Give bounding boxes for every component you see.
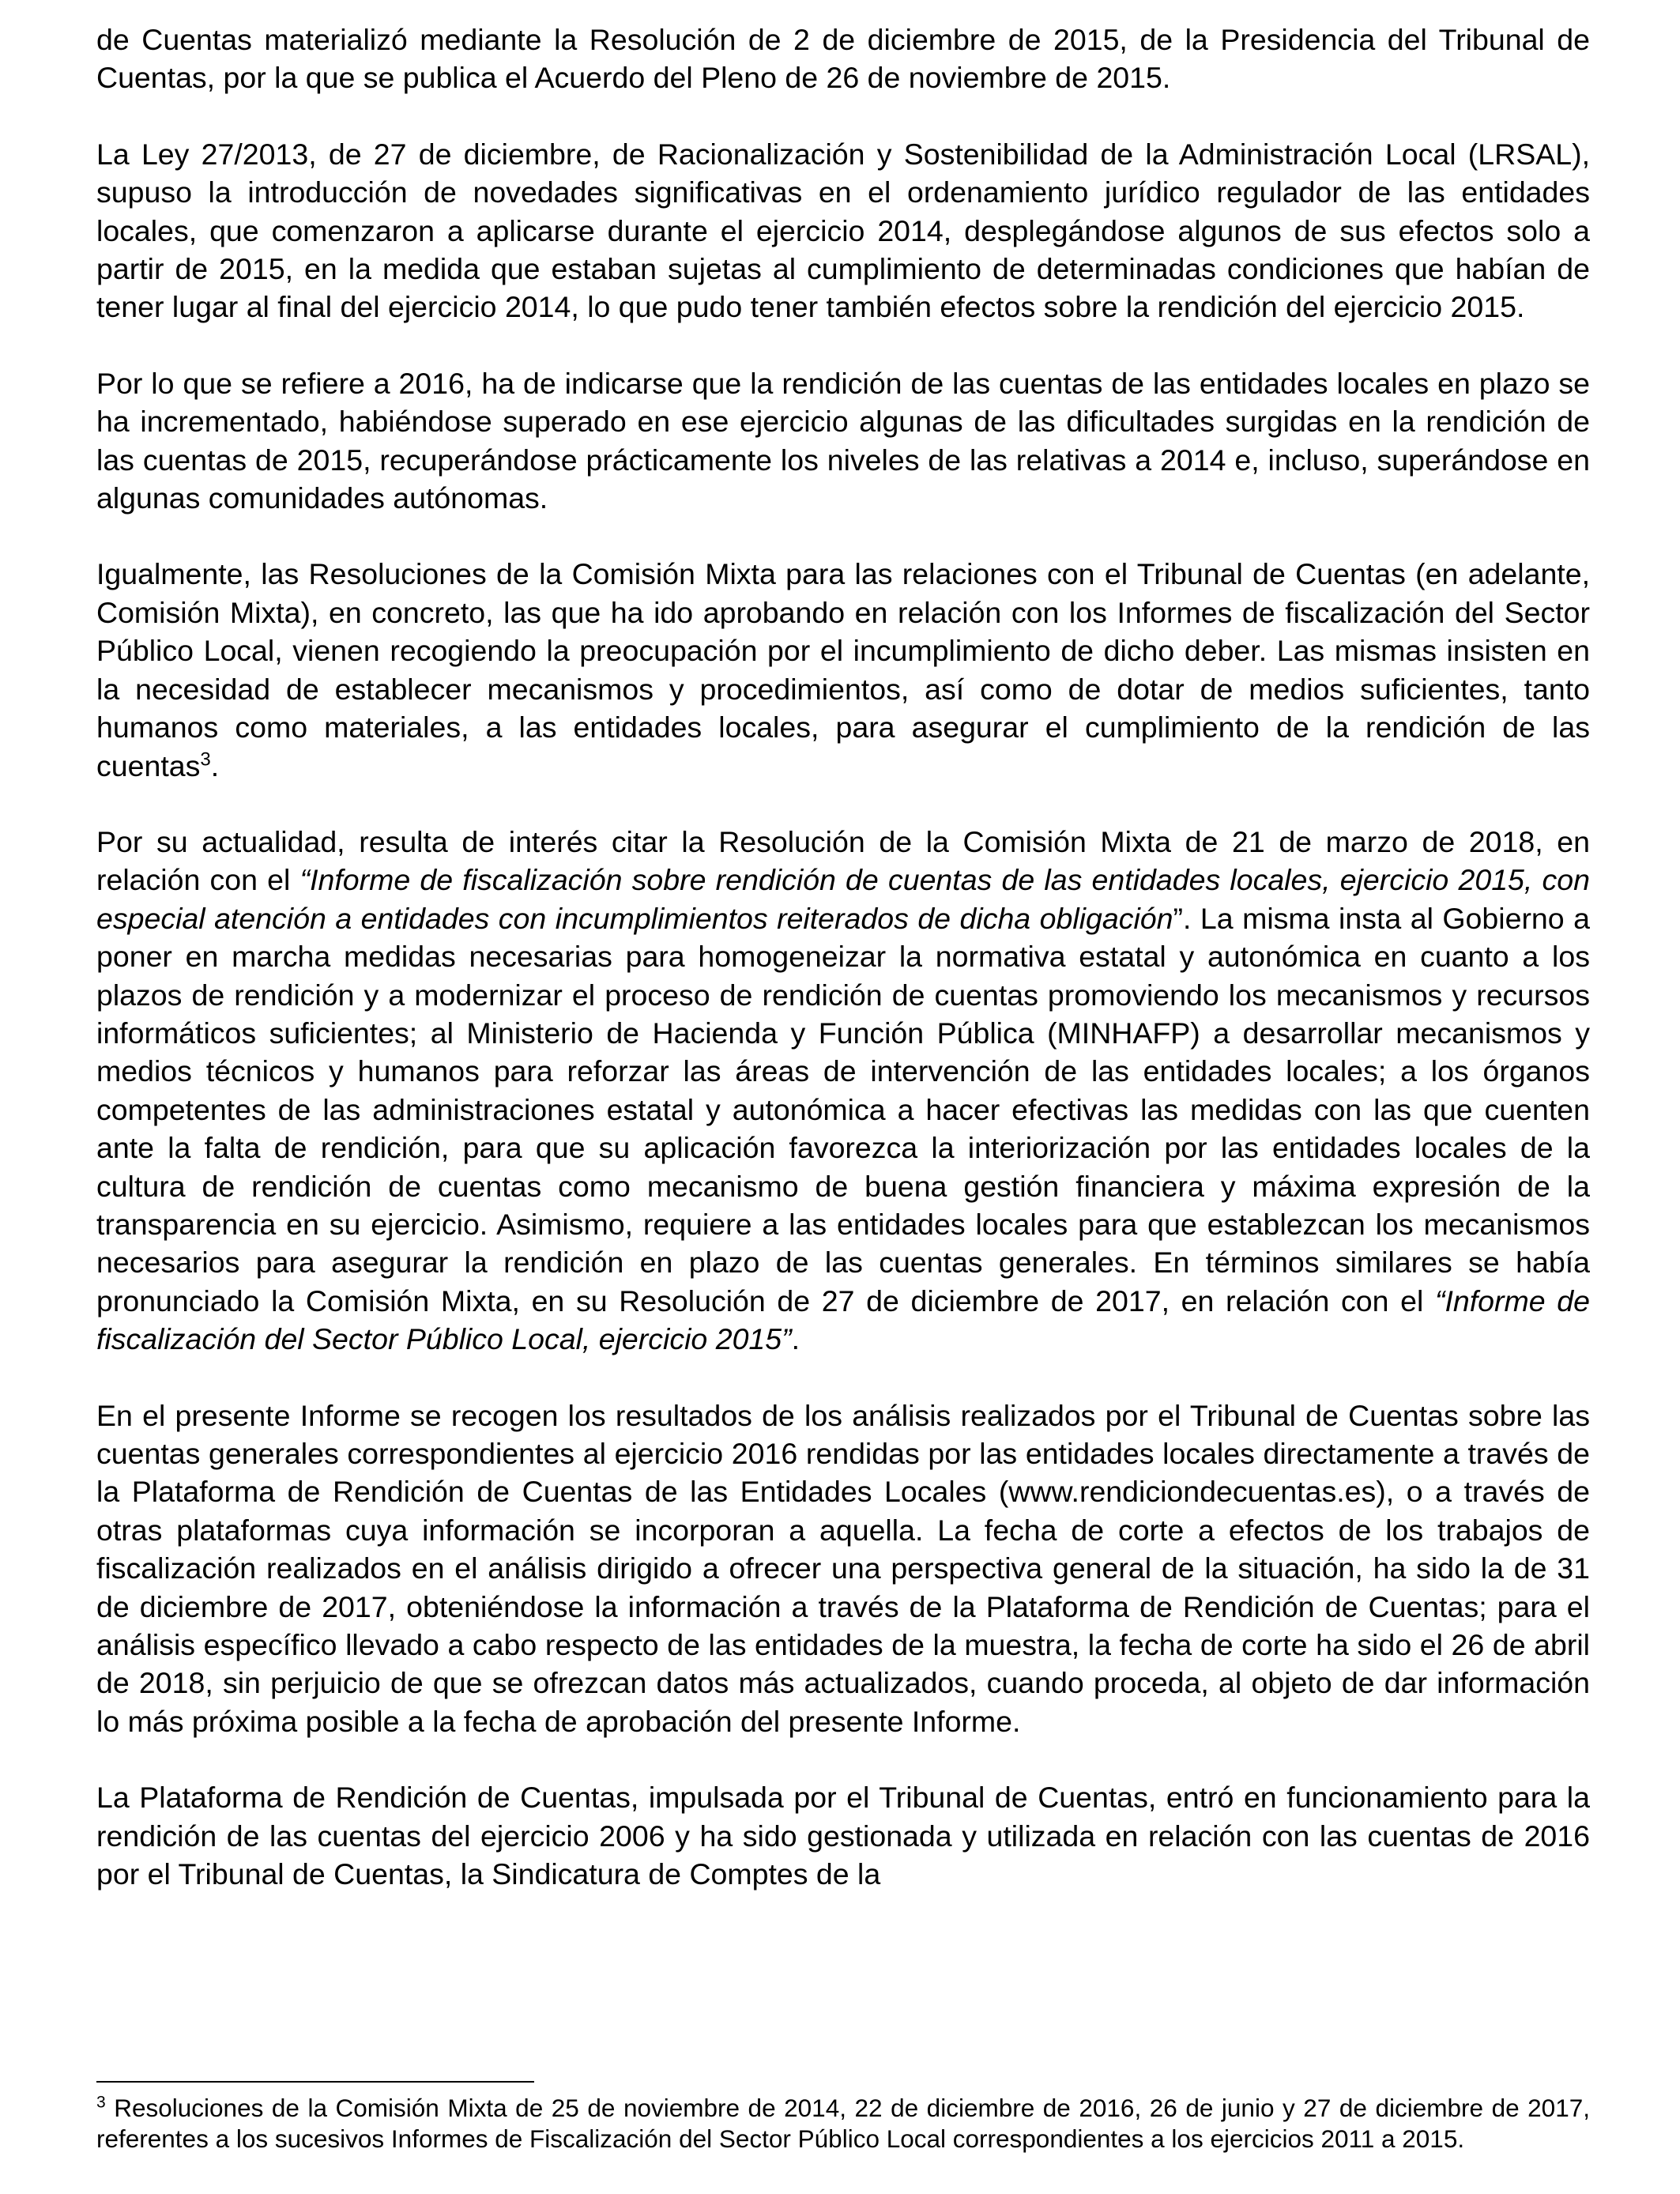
report-title-italic-1: “Informe de fiscalización sobre rendición de cuentas de las entidades locales, ejercicio 2015, con especial atención a entidades con incumplimientos reiterados de dicha obligación bbox=[96, 863, 1590, 935]
paragraph-5-part3: . bbox=[791, 1322, 800, 1356]
paragraph-5 bbox=[96, 823, 1590, 1359]
paragraph-6: En el presente Informe se recogen los resultados de los análisis realizados por el Tribunal de Cuentas sobre las cuentas generales correspondientes al ejercicio 2016 rendidas por las entidades locales directamente a través de la Plataforma de Rendición de Cuentas de las Entidades Locales (www.rendiciondecuentas.es), o a través de otras plataformas cuya información se incorporan a aquella. La fecha de corte a efectos de los trabajos de fiscalización realizados en el análisis dirigido a ofrecer una perspectiva general de la situación, ha sido la de 31 de diciembre de 2017, obteniéndose la información a través de la Plataforma de Rendición de Cuentas; para el análisis específico llevado a cabo respecto de las entidades de la muestra, la fecha de corte ha sido el 26 de abril de 2018, sin perjuicio de que se ofrezcan datos más actualizados, cuando proceda, al objeto de dar información lo más próxima posible a la fecha de aprobación del presente Informe. bbox=[96, 1398, 1590, 1738]
paragraph-3: Por lo que se refiere a 2016, ha de indicarse que la rendición de las cuentas de las entidades locales en plazo se ha incrementado, habiéndose superado en ese ejercicio algunas de las dificultades surgidas en la rendición de las cuentas de 2015, recuperándose prácticamente los niveles de las relativas a 2014 e, incluso, superándose en algunas comunidades autónomas. bbox=[96, 366, 1590, 515]
footnote-reference: 3 bbox=[200, 748, 211, 770]
paragraph-5-part2: ”. La misma insta al Gobierno a poner en marcha medidas necesarias para homogeneizar la normativa estatal y autonómica en cuanto a los plazos de rendición y a modernizar el proceso de rendición de cuentas promoviendo los mecanismos y recursos informáticos suficientes; al Ministerio de Hacienda y Función Pública (MINHAFP) a desarrollar mecanismos y medios técnicos y humanos para reforzar las áreas de intervención de las entidades locales; a los órganos competentes de las administraciones estatal y autonómica a hacer efectivas las medidas con las que cuenten ante la falta de rendición, para que su aplicación favorezca la interiorización por las entidades locales de la cultura de rendición de cuentas como mecanismo de buena gestión financiera y máxima expresión de la transparencia en su ejercicio. Asimismo, requiere a las entidades locales para que establezcan los mecanismos necesarios para asegurar la rendición en plazo de las cuentas generales. En términos similares se había pronunciado la Comisión Mixta, en su Resolución de 27 de diciembre de 2017, en relación con el bbox=[96, 901, 1590, 1318]
paragraph-4-text: Igualmente, las Resoluciones de la Comisión Mixta para las relaciones con el Tribunal de Cuentas (en adelante, Comisión Mixta), en concreto, las que ha ido aprobando en relación con los Informes de fiscalización del Sector Público Local, vienen recogiendo la preocupación por el incumplimiento de dicho deber. Las mismas insisten en la necesidad de establecer mecanismos y procedimientos, así como de dotar de medios suficientes, tanto humanos como materiales, a las entidades locales, para asegurar el cumplimiento de la rendición de las cuentas bbox=[96, 557, 1590, 782]
paragraph-4-end: . bbox=[210, 748, 220, 782]
paragraph-5-part1: Por su actualidad, resulta de interés citar la Resolución de la Comisión Mixta de 21 de marzo de 2018, en relación con el bbox=[96, 824, 1590, 897]
footnote bbox=[96, 2093, 1590, 2154]
paragraph-1: de Cuentas materializó mediante la Resolución de 2 de diciembre de 2015, de la Presidencia del Tribunal de Cuentas, por la que se publica el Acuerdo del Pleno de 26 de noviembre de 2015. bbox=[96, 23, 1590, 95]
report-title-italic-2: “Informe de fiscalización del Sector Público Local, ejercicio 2015” bbox=[96, 1284, 1590, 1356]
paragraph-4 bbox=[96, 555, 1590, 784]
paragraph-2: La Ley 27/2013, de 27 de diciembre, de Racionalización y Sostenibilidad de la Administración Local (LRSAL), supuso la introducción de novedades significativas en el ordenamiento jurídico regulador de las entidades locales, que comenzaron a aplicarse durante el ejercicio 2014, desplegándose algunos de sus efectos solo a partir de 2015, en la medida que estaban sujetas al cumplimiento de determinadas condiciones que habían de tener lugar al final del ejercicio 2014, lo que pudo tener también efectos sobre la rendición del ejercicio 2015. bbox=[96, 137, 1590, 324]
document-body bbox=[96, 21, 1590, 1931]
footnote-number: 3 bbox=[96, 2093, 106, 2112]
footnote-separator bbox=[96, 2081, 534, 2083]
paragraph-7: La Plataforma de Rendición de Cuentas, impulsada por el Tribunal de Cuentas, entró en funcionamiento para la rendición de las cuentas del ejercicio 2006 y ha sido gestionada y utilizada en relación con las cuentas de 2016 por el Tribunal de Cuentas, la Sindicatura de Comptes de la bbox=[96, 1781, 1590, 1891]
footnote-text: Resoluciones de la Comisión Mixta de 25 de noviembre de 2014, 22 de diciembre de 2016, 26 de junio y 27 de diciembre de 2017, referentes a los sucesivos Informes de Fiscalización del Sector Público Local correspondientes a los ejercicios 2011 a 2015. bbox=[96, 2094, 1590, 2153]
